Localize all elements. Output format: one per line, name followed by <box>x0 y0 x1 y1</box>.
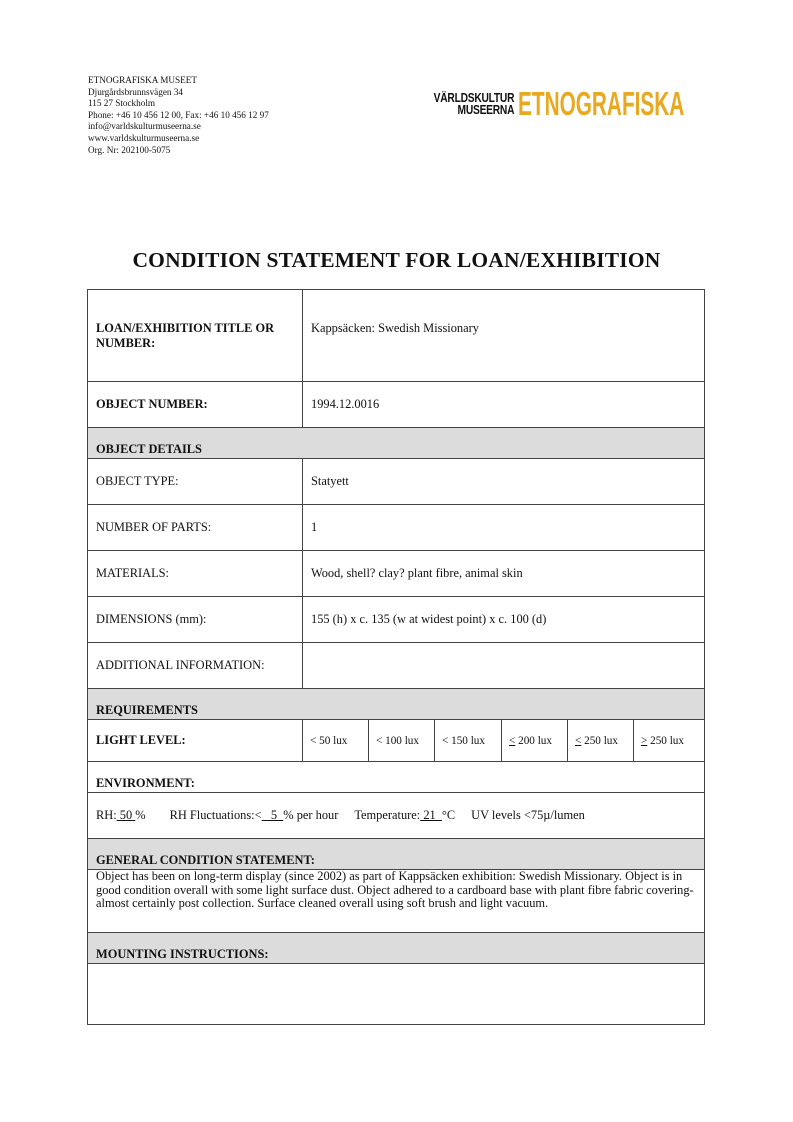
logo-wordmark-small <box>434 92 515 116</box>
temperature-unit: °C <box>441 808 456 822</box>
logo-line-1: VÄRLDSKULTUR <box>433 91 515 105</box>
object-number-field[interactable]: 1994.12.0016 <box>311 397 380 411</box>
additional-info-row <box>88 643 704 689</box>
dimensions-label: DIMENSIONS (mm): <box>88 597 303 642</box>
rh-fluctuation-field[interactable]: 5 <box>261 808 284 822</box>
object-number-label: OBJECT NUMBER: <box>88 382 303 427</box>
phone-fax: Phone: +46 10 456 12 00, Fax: +46 10 456 12 97 <box>88 109 269 120</box>
light-option-le-200[interactable] <box>502 720 568 761</box>
less-or-equal-symbol: < <box>509 735 516 747</box>
light-level-row <box>88 720 704 762</box>
additional-info-label: ADDITIONAL INFORMATION: <box>88 643 303 688</box>
materials-row <box>88 551 704 597</box>
less-than-symbol: < <box>310 735 317 747</box>
object-type-label: OBJECT TYPE: <box>88 459 303 504</box>
less-or-equal-symbol: < <box>575 735 582 747</box>
light-option-50[interactable] <box>303 720 369 761</box>
light-level-label: LIGHT LEVEL: <box>88 720 303 761</box>
org-number: Org. Nr: 202100-5075 <box>88 144 171 155</box>
museum-address-block <box>88 75 269 156</box>
object-type-field[interactable]: Statyett <box>311 474 349 488</box>
museum-name: ETNOGRAFISKA MUSEET <box>88 75 197 85</box>
materials-label: MATERIALS: <box>88 551 303 596</box>
rh-label: RH: <box>96 808 117 822</box>
less-than-symbol: < <box>442 735 449 747</box>
greater-or-equal-symbol: > <box>641 735 648 747</box>
dimensions-field[interactable]: 155 (h) x c. 135 (w at widest point) x c. 100 (d) <box>311 612 547 626</box>
requirements-heading: REQUIREMENTS <box>88 689 704 720</box>
temperature-field[interactable]: 21 <box>420 808 442 822</box>
rh-field[interactable]: 50 <box>116 808 136 822</box>
condition-form <box>87 289 705 1025</box>
website: www.varldskulturmuseerna.se <box>88 132 200 143</box>
rh-fluctuation-unit: % per hour <box>283 808 339 822</box>
light-option-text: 50 lux <box>316 735 348 747</box>
number-of-parts-label: NUMBER OF PARTS: <box>88 505 303 550</box>
logo-brand: ETNOGRAFISKA <box>518 85 685 122</box>
page-title: CONDITION STATEMENT FOR LOAN/EXHIBITION <box>132 248 661 272</box>
light-option-text: 250 lux <box>647 735 684 747</box>
light-option-text: 150 lux <box>448 735 485 747</box>
less-than-symbol: < <box>376 735 383 747</box>
temperature-label: Temperature: <box>354 808 421 822</box>
mounting-instructions-field[interactable] <box>88 964 704 1024</box>
environment-heading: ENVIRONMENT: <box>88 762 704 793</box>
logo-line-2: MUSEERNA <box>457 103 515 117</box>
street-address: Djurgårdsbrunnsvägen 34 <box>88 86 184 97</box>
light-option-text: 100 lux <box>382 735 419 747</box>
number-of-parts-field[interactable]: 1 <box>311 520 318 534</box>
rh-fluctuation-label: RH Fluctuations:< <box>169 808 262 822</box>
object-type-row <box>88 459 704 505</box>
light-option-text: 200 lux <box>515 735 552 747</box>
postal-city: 115 27 Stockholm <box>88 98 156 109</box>
mounting-instructions-heading: MOUNTING INSTRUCTIONS: <box>88 933 704 964</box>
general-condition-heading: GENERAL CONDITION STATEMENT: <box>88 839 704 870</box>
email: info@varldskulturmuseerna.se <box>88 121 201 132</box>
light-option-ge-250[interactable] <box>634 720 704 761</box>
loan-title-field[interactable]: Kappsäcken: Swedish Missionary <box>311 321 479 335</box>
number-of-parts-row <box>88 505 704 551</box>
light-option-text: 250 lux <box>581 735 618 747</box>
light-option-150[interactable] <box>435 720 502 761</box>
dimensions-row <box>88 597 704 643</box>
additional-info-field[interactable] <box>303 643 704 688</box>
rh-unit: % <box>135 808 146 822</box>
museum-logo <box>416 84 782 124</box>
light-option-le-250[interactable] <box>568 720 634 761</box>
object-number-row <box>88 382 704 428</box>
light-level-options <box>303 720 704 761</box>
light-option-100[interactable] <box>369 720 435 761</box>
loan-title-label: LOAN/EXHIBITION TITLE OR NUMBER: <box>88 290 303 381</box>
general-condition-text[interactable]: Object has been on long-term display (since 2002) as part of Kappsäcken exhibition: Swedish Missionary. Object is in good condition overall with some light surface dust. Object adhered to a cardboard base with plant fibre fabric covering- almost certainly post collection. Surface cleaned overall using soft brush and light vacuum. <box>88 870 704 933</box>
environment-row <box>88 793 704 839</box>
loan-title-row <box>88 290 704 382</box>
materials-field[interactable]: Wood, shell? clay? plant fibre, animal skin <box>311 566 523 580</box>
uv-levels-label: UV levels <75µ/lumen <box>471 808 585 822</box>
object-details-heading: OBJECT DETAILS <box>88 428 704 459</box>
